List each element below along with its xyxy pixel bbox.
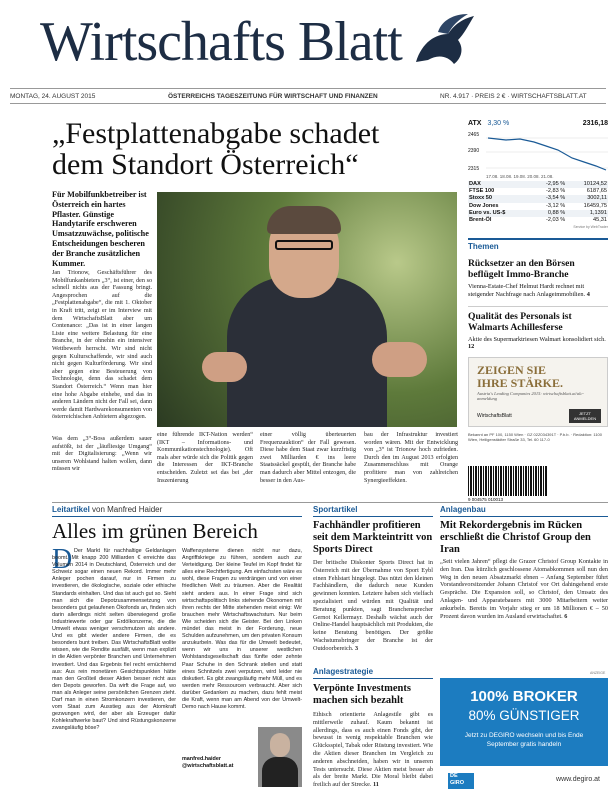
leitartikel-title[interactable]: Alles im grünen Bereich — [52, 519, 258, 543]
degiro-url[interactable]: www.degiro.at — [556, 776, 600, 783]
market-ticker: ATX 3,30 % 2316,18 2465 2390 2315 17.08. 18.08. 19.08. 20.08. 21.08. DAX -2,95 % 10124,52 FTSE 100 -2,83 % 6187,65 Stoxx 50 -3,54 % 3002,11 Dow Jones -3,12 % 16459,75 Euro vs. US-$ 0,88 % 1,1391 Brent-Öl -2,03 % 45,31 Service by WebTrader — [468, 120, 608, 230]
anlagestrategie-title[interactable]: Verpönte Investments machen sich bezahlt — [313, 683, 411, 706]
pegasus-icon — [408, 12, 478, 70]
atx-label: ATX — [468, 120, 482, 127]
headline-line-2: dem Standort Österreich“ — [52, 148, 359, 181]
lead-deck: Für Mobilfunkbetreiber ist Österreich ein hartes Pflaster. Günstige Handytarife erschweren Umsatzzuwächse, politische Entscheidungen bescheren der Branche zusätzlichen Kummer. — [52, 190, 149, 268]
author-photo — [258, 727, 302, 787]
stock-table — [468, 181, 608, 224]
themen-box — [468, 238, 608, 351]
lead-headline[interactable] — [52, 118, 452, 180]
anlagenbau-label: Anlagenbau — [440, 505, 486, 514]
anlagestrategie-text: Ethisch orientierte Anlagestile gibt es mittlerweile zuhauf. Kaum bekannt ist allerdings, dass es auch einen Fonds gibt, der bewusst in wenig respektable Branchen wie Glücksspiel, Tabak oder Rüstung investiert. Wie die Aktien dieser Branchen im Vergleich zu anderen abschneiden, haben wir in unseren Tests untersucht. Diese Aktien meist besser ab als der breite Markt. Die Moral bleibt dabei freilich auf der Strecke. 11 — [313, 711, 433, 789]
drop-cap: D — [52, 544, 73, 575]
themen-label: Themen — [468, 238, 608, 251]
atx-value: 2316,18 — [582, 120, 608, 127]
leitartikel-column-1: Der Markt für nachhaltige Geldanlagen boomt. Mit knapp 200 Milliarden € erreichte das Volumen 2014 in Deutschland, Österreich und der Schweiz sogar einen neuen Rekord. Immer mehr Anleger pochen darauf, nur in Firmen zu investieren, die ökologische, soziale oder ethische Standards einhalten. Und das ist auch gut so. Sieht man sich die Depotzusammensetzung von besonders gut gelaufenen Ökofonds an, finden sich darin allerdings nicht selten überwiegend große Industriewerte oder gar Erdölkonzerne, die die Umwelt etwas weniger verschmutzen als andere. Und es gibt wieder andere Firmen, die es besonders bunt treiben. Das WirtschaftsBlatt wollte wissen, wie die Rendite ausfällt, wenn man explizit in die Aktien verpönter Branchen und Unternehmen investiert. Und das Ergebnis fiel recht ernüchternd aus: Aus rein monetären Gesichtspunkten hätte man den Großteil dieser Aktien besser nicht aus den Depots geworfen. Da wirft die Frage auf, wo man als Anleger seine persönlichen Grenzen zieht. Darf man in einen Stromkonzern investieren, der vom Staat zum Ausstieg aus der Atomkraft gezwungen wird, der aber als Erzeuger dafür Kohlekraftwerke baut? Und sind Rüstungskonzerne zwangsläufig böse? — [52, 548, 176, 732]
barcode — [468, 466, 548, 496]
ad-leading-companies[interactable]: ZEIGEN SIE IHRE STÄRKE. Austria's Leading Companies 2015: wirtschaftsblatt.at/alc-anmeldung WirtschaftsBlatt JETZT ANMELDEN — [468, 357, 608, 427]
anlagestrategie-label: Anlagestrategie — [313, 667, 374, 676]
issue-info: NR. 4.917 · PREIS 2 € · WIRTSCHAFTSBLATT.AT — [440, 93, 587, 100]
headline-line-1: „Festplattenabgabe schadet — [52, 117, 380, 150]
sportartikel-text: Der britische Diskonter Sports Direct hat in Österreich mit der Übernahme von Sport Eybl einen Fehlstart hingelegt. Das nützt den kleinen Fachhändlern, die dadurch neue Kunden gewinnen konnten. Letztere haben sich vielfach spezialisiert und würden mit Qualität und Beratung punkten, sagt Branchensprecher Gernot Kellermayr. Deshalb wächst auch der Online-Handel hauptsächlich mit Produkten, die keine Beratung benötigen. Der größte Wachstumsbringer der Branche ist der Outdoorbereich. 3 — [313, 559, 433, 652]
lead-column-3: einer völlig überteuerten Frequenzauktion“ der Fall gewesen. Diese habe dem Staat zwar kurzfristig zwei Milliarden € ins leere Staatssäckel gespült, der Branche habe man dadurch aber Mittel entzogen, die besser in den Aus- — [260, 432, 356, 484]
stock-row: Stoxx 50 -3,54 % 3002,11 — [469, 195, 607, 202]
atx-line-chart — [486, 132, 608, 174]
glasses — [275, 240, 333, 250]
stock-row: Brent-Öl -2,03 % 45,31 — [469, 217, 607, 224]
themen-item[interactable]: Rücksetzer an den Börsen beflügelt Immo-Branche Vienna-Estate-Chef Helmut Hardt rechnet mit steigender Nachfrage nach Anlageimmobilien. 4 — [468, 258, 590, 298]
atx-dates: 17.08. 18.08. 19.08. 20.08. 21.08. — [486, 174, 554, 179]
atx-change: 3,30 % — [487, 120, 510, 127]
lead-column-4: bau der Infrastruktur investiert worden wären. Mit der Entwicklung von „3“ ist Trionow hoch zufrieden. Durch den im August 2013 erfolgten Zusammenschluss mit Orange profitiere man von zahlreichen Synergieeffekten. — [364, 432, 458, 484]
anlagenbau-text: „Seit vielen Jahren“ pflegt die Grazer Christof Group Kontakte in den Iran. Das kürzlich geschlossene Atomabkommen soll nun den Weg in den neuen Absatzmarkt ebnen – Anfang September führt Vorstandsvorsitzender Johann Christof vor Ort dahingehend erste Gespräche. Die Expansion soll, so Christof, den Umsatz des Anlagen- und Apparatebauers mit 3000 Mitarbeitern weiter ankurbeln. Bereits im Vorjahr stieg er um 18 Millionen € – 50 Prozent davon wurden im Ausland erwirtschaftet. 6 — [440, 558, 608, 620]
stock-row: Dow Jones -3,12 % 16459,75 — [469, 202, 607, 209]
tagline: ÖSTERREICHS TAGESZEITUNG FÜR WIRTSCHAFT UND FINANZEN — [168, 93, 378, 100]
stock-row: DAX -2,95 % 10124,52 — [469, 181, 607, 187]
ad-degiro[interactable]: 100% BROKER 80% GÜNSTIGER Jetzt zu DEGIRO wechseln und bis Ende September gratis handeln DE GIRO www.degiro.at — [440, 678, 608, 796]
imprint: Bekannt an PF 100, 1150 Wien · GZ 02Z034391T · P.b.b. · Redaktion: 1100 Wien, Heiligenstädter Straße 33, Tel. 60 117-0 — [468, 432, 603, 442]
issue-date: MONTAG, 24. AUGUST 2015 — [10, 93, 96, 100]
anlagenbau-title[interactable]: Mit Rekordergebnis im Rücken erschließt die Christof Group den Iran — [440, 520, 591, 555]
newspaper-logo: Wirtschafts Blatt — [40, 11, 402, 73]
atx-chart: 2465 2390 2315 — [468, 132, 608, 174]
person-torso — [227, 277, 387, 427]
themen-item[interactable]: Qualität des Personals ist Walmarts Achillesferse Aktie des Supermarktriesen Walmart konsolidiert sich. 12 — [468, 306, 608, 352]
lead-column-1b: Was dem „3“-Boss außerdem sauer aufstößt, ist der „läufliesige Umgang“ mit der Digitalisierung: „Wenn wir unseren Wohlstand halten wollen, dann müssen wir — [52, 436, 152, 473]
ad-cta-button[interactable]: JETZT ANMELDEN — [569, 409, 601, 423]
leitartikel-label: Leitartikel von Manfred Haider — [52, 505, 163, 514]
leitartikel-column-2: Waffensysteme dienen nicht nur dazu, Angriffskriege zu führen, sondern auch zur Verteidigung. Der kleine Teufel im Kopf findet für alles eine Rechtfertigung. Am einfachsten wäre es wohl, diese Fragen zu verdrängen und von einer friedlichen Welt zu träumen. Aber die Realität sieht anders aus. In einer Frage sind sich wirtschaftspolitisch links stehende Ökonomen mit ihren rechts der Mitte stehenden meist einig: Wir brauchen mehr Wirtschaftswachstum. Nur beim Wie scheiden sich die Geister. Bei den Linken mündet das meist in der Forderung, neue Schulden aufzunehmen, um den privaten Konsum anzukurbeln. Was das für die Umwelt bedeutet, wenn wir uns in unserer westlichen Wohlstandsgesellschaft das fünfte oder zehnte Paar Schuhe in den Schrank stellen und statt eines Schnitzels zwei verputzen, wird leider nie diskutiert. Es gibt zwangsläufig mehr Müll, und es werden mehr Ressourcen verbraucht. Aber sich darüber Gedanken zu machen, dazu fehlt meist die Kraft, wenn man am Abend von der Umwelt-Demo nach Hause kommt. — [182, 548, 302, 711]
stock-row: Euro vs. US-$ 0,88 % 1,1391 — [469, 209, 607, 216]
stock-row: FTSE 100 -2,83 % 6187,65 — [469, 188, 607, 195]
sportartikel-label: Sportartikel — [313, 505, 358, 514]
masthead — [0, 4, 616, 74]
sportartikel-title[interactable]: Fachhändler profitieren seit dem Markteintritt von Sports Direct — [313, 520, 433, 555]
degiro-logo: DE GIRO — [448, 773, 474, 789]
lead-column-2: eine führende IKT-Nation werden“ (IKT – Informations- und Kommunikationstechnologie). Oft mals aber würde sich die Politik gegen die Interessen der IKT-Branche entscheiden. Zuletzt sei das bei „der Inszenierung — [157, 432, 253, 484]
dateline — [10, 88, 606, 104]
lead-column-1: Jan Trionow, Geschäftsführer des Mobilfunkanbieters „3“, ist einer, den so schnell nichts aus der Fassung bringt. Angesprochen auf die „Festplattenabgabe“, die mit 1. Oktober in Kraft tritt, zeigt er im Interview mit dem WirtschaftsBlatt aber um Contenance: „Das ist in einer langen Liste eine weitere Belastung für eine Branche, in der ohnehin ein intensiver Wettbewerb herrscht. Wir sind nicht gegen Kulturschaffende, wir sind auch nicht gegen Kulturförderung. Wir sind aber gegen eine Besteuerung von Technologie, denn das schadet dem Standort Österreich.“ Wenn man hier eine hohe Abgabe einhebe, und das in anderen Ländern nicht der Fall sei, dann werde damit Hardwarekonsumenten von österreichischen Anbietern abgezogen. — [52, 270, 152, 421]
lead-photo — [157, 192, 457, 427]
